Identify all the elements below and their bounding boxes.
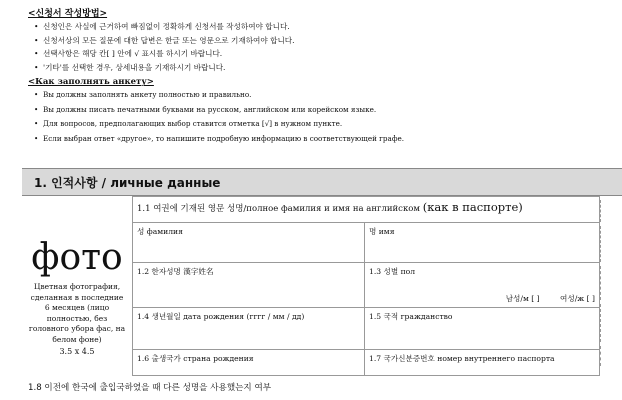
instruction-text: Если выбран ответ «другое», то напишите подробную информацию в соответствующей графе. — [43, 133, 404, 143]
instruction-text: Вы должны заполнять анкету полностью и правильно. — [43, 90, 252, 100]
photo-label: фото — [31, 237, 123, 278]
list-item: • Для вопросов, предполагающих выбор ставится отметка [√] в нужном пункте. — [34, 119, 343, 129]
section-title: 1. 인적사항 / личные данные — [34, 176, 221, 190]
birth-date-field[interactable] — [133, 308, 365, 350]
personal-data-table — [132, 196, 600, 376]
as-in-passport-label: (как в паспорте) — [422, 200, 523, 214]
previous-name-question: 1.8 이전에 한국에 출입국하였을 때 다른 성명을 사용했는지 여부 — [28, 383, 272, 393]
divider — [600, 226, 601, 262]
divider — [600, 266, 601, 300]
birth-country-field[interactable] — [133, 350, 365, 376]
photo-size: 3.5 x 4.5 — [59, 347, 95, 356]
instructions-block — [28, 6, 618, 148]
given-name-field[interactable] — [365, 223, 600, 263]
photo-description: Цветная фотография, сделанная в последние 6 месяцев (лицо полностью, без головного убора фас, на белом фоне) — [28, 282, 126, 344]
section-header — [22, 168, 622, 196]
instruction-text: '기타'를 선택한 경우, 상세내용을 기재하시기 바랍니다. — [43, 62, 226, 72]
nationality-label: 1.5 국적 гражданство — [369, 312, 453, 321]
instruction-text: Вы должны писать печатными буквами на русском, английском или корейском языке. — [43, 104, 377, 114]
sex-field — [365, 263, 600, 308]
korean-instructions-heading: <신청서 작성방법> — [28, 9, 108, 19]
given-name-label: 명 имя — [369, 227, 395, 236]
female-checkbox[interactable]: 여성/ж [ ] — [560, 294, 595, 303]
list-item: • '기타'를 선택한 경우, 상세내용을 기재하시기 바랍니다. — [34, 62, 226, 72]
nationality-field[interactable] — [365, 308, 600, 350]
instruction-text: 신청서상의 모든 질문에 대한 답변은 한글 또는 영문으로 기재하여야 합니다. — [43, 35, 295, 45]
divider — [600, 346, 601, 366]
chinese-name-field[interactable] — [133, 263, 365, 308]
english-name-label-cell — [133, 197, 600, 223]
russian-instructions-heading: <Как заполнять анкету> — [28, 77, 154, 88]
instruction-text: Для вопросов, предполагающих выбор ставится отметка [√] в нужном пункте. — [43, 119, 343, 129]
list-item: • Вы должны заполнять анкету полностью и правильно. — [34, 90, 252, 100]
divider — [600, 304, 601, 342]
instruction-text: 선택사항은 해당 칸[ ] 안에 √ 표시를 하시기 바랍니다. — [43, 49, 223, 59]
birth-date-label: 1.4 생년월일 дата рождения (гггг / мм / дд) — [137, 312, 305, 321]
list-item: • Если выбран ответ «другое», то напишите подробную информацию в соответствующей графе. — [34, 133, 404, 143]
chinese-name-label: 1.2 한자성명 漢字姓名 — [137, 267, 214, 276]
sex-label: 1.3 성별 пол — [369, 267, 416, 276]
list-item: • 선택사항은 해당 칸[ ] 안에 √ 표시를 하시기 바랍니다. — [34, 49, 223, 59]
birth-country-label: 1.6 출생국가 страна рождения — [137, 354, 254, 363]
list-item: • 신청서상의 모든 질문에 대한 답변은 한글 또는 영문으로 기재하여야 합니다. — [34, 35, 295, 45]
national-id-label: 1.7 국가신분증번호 номер внутреннего паспорта — [369, 354, 555, 363]
list-item: • 신청인은 사실에 근거하여 빠짐없이 정확하게 신청서를 작성하여야 합니다. — [34, 22, 290, 31]
male-checkbox[interactable]: 남성/м [ ] — [505, 294, 540, 303]
right-margin-guides — [600, 196, 608, 370]
list-item: • Вы должны писать печатными буквами на русском, английском или корейском языке. — [34, 104, 377, 114]
photo-area[interactable] — [22, 196, 132, 370]
divider — [600, 200, 601, 222]
russian-instructions-list — [28, 90, 618, 144]
surname-field[interactable] — [133, 223, 365, 263]
korean-instructions-list — [28, 22, 618, 73]
surname-label: 성 фамилия — [137, 227, 183, 236]
national-id-field[interactable] — [365, 350, 600, 376]
instruction-text: 신청인은 사실에 근거하여 빠짐없이 정확하게 신청서를 작성하여야 합니다. — [43, 22, 290, 31]
english-name-label: 1.1 여권에 기재된 영문 성명/полное фамилия и имя на английском — [137, 204, 420, 214]
